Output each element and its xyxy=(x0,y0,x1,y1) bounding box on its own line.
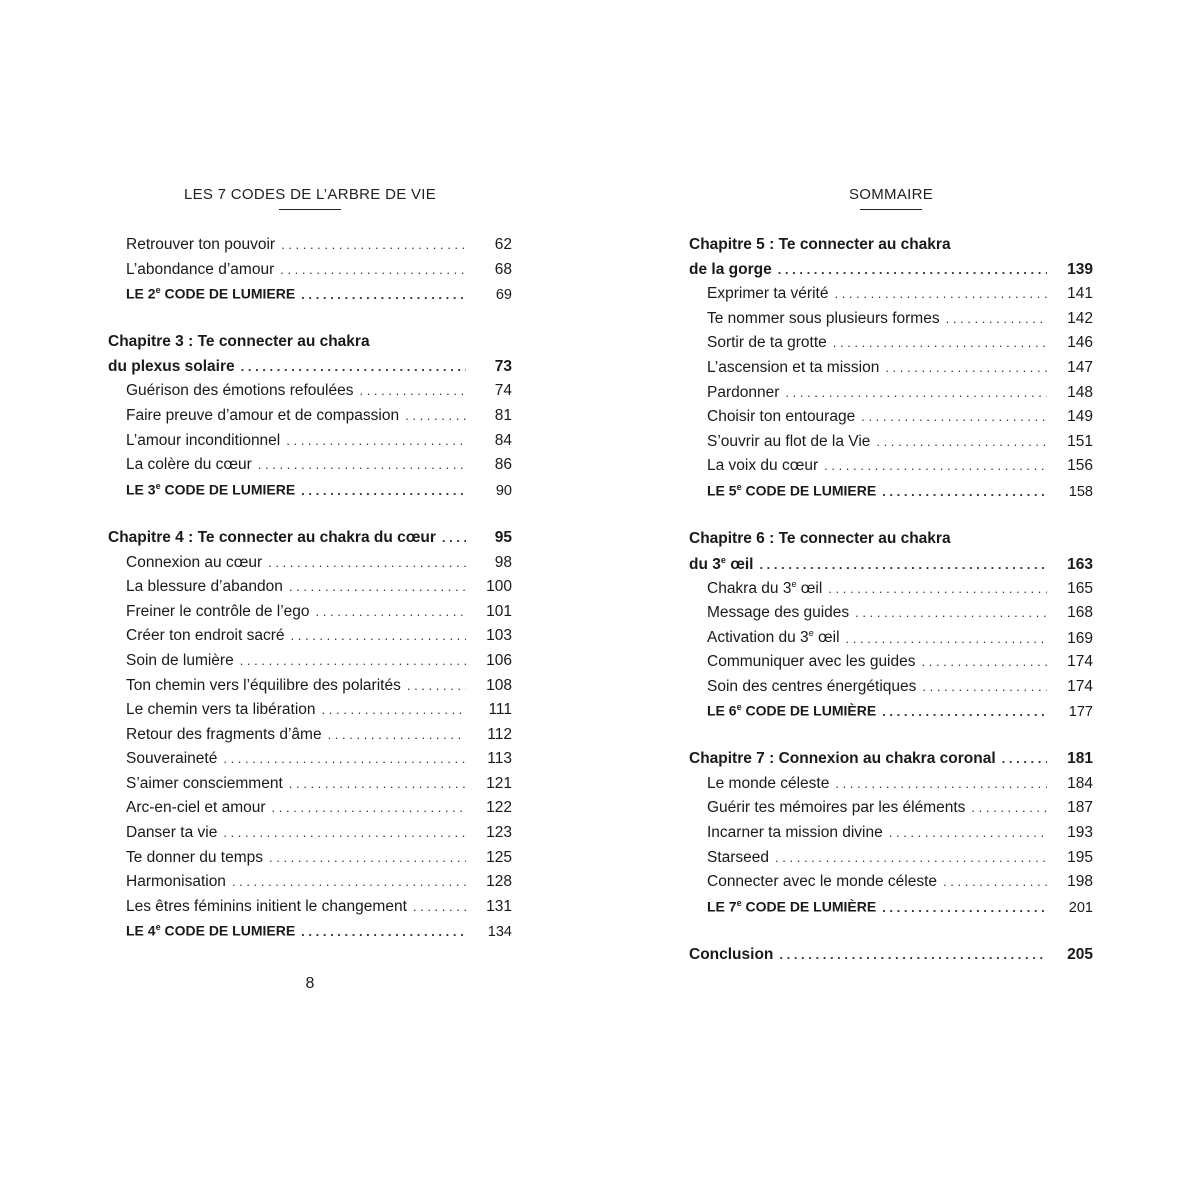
title-part: LE 7 xyxy=(707,898,737,915)
toc-entry xyxy=(108,236,512,261)
ordinal-superscript: e xyxy=(155,480,161,491)
entry-title: Danser ta vie xyxy=(126,824,218,842)
dot-leader xyxy=(291,628,466,643)
entry-title: Harmonisation xyxy=(126,873,226,891)
title-part: CODE DE LUMIERE xyxy=(160,481,296,498)
entry-title xyxy=(126,481,295,498)
entry-title: Pardonner xyxy=(707,383,780,401)
entry-title xyxy=(689,555,753,574)
code-entry xyxy=(689,482,1093,507)
dot-leader xyxy=(835,776,1047,791)
entry-title: Le chemin vers ta libération xyxy=(126,701,316,719)
entry-title: L’ascension et ta mission xyxy=(707,358,880,376)
entry-title: Soin de lumière xyxy=(126,651,234,669)
dot-leader xyxy=(240,653,466,668)
page-ref: 74 xyxy=(494,382,512,400)
title-part: Chakra du 3 xyxy=(707,580,792,598)
title-part: CODE DE LUMIÈRE xyxy=(741,702,877,719)
section-gap xyxy=(689,922,1093,946)
page-ref: 147 xyxy=(1067,358,1093,376)
entry-title: La colère du cœur xyxy=(126,456,252,474)
code-entry xyxy=(108,481,512,506)
entry-title: Guérison des émotions refoulées xyxy=(126,382,354,400)
dot-leader xyxy=(316,604,466,619)
toc-entry xyxy=(689,334,1093,359)
dot-leader xyxy=(289,579,466,594)
chapter-heading xyxy=(108,333,512,358)
running-header xyxy=(108,186,512,210)
dot-leader xyxy=(861,409,1047,424)
page-ref: 108 xyxy=(486,676,512,694)
dot-leader xyxy=(889,825,1047,840)
toc-entry xyxy=(689,653,1093,678)
table-of-contents-left xyxy=(108,236,512,947)
page-ref: 195 xyxy=(1067,848,1093,866)
chapter-heading xyxy=(689,236,1093,261)
dot-leader xyxy=(301,287,466,302)
entry-title: Connecter avec le monde céleste xyxy=(707,873,938,891)
page-ref: 122 xyxy=(486,799,512,817)
entry-title: Chapitre 5 : Te connecter au chakra xyxy=(689,236,951,253)
chapter-entry xyxy=(689,750,1093,775)
page-ref: 106 xyxy=(486,651,512,669)
dot-leader xyxy=(922,679,1047,694)
entry-title: Créer ton endroit sacré xyxy=(126,627,285,645)
page-ref: 201 xyxy=(1068,899,1093,916)
dot-leader xyxy=(833,335,1047,350)
ordinal-superscript: e xyxy=(736,481,742,492)
dot-leader xyxy=(971,800,1047,815)
dot-leader xyxy=(301,483,466,498)
entry-title: Chapitre 6 : Te connecter au chakra xyxy=(689,530,951,548)
title-part: LE 5 xyxy=(707,482,737,499)
toc-entry xyxy=(689,433,1093,458)
toc-entry xyxy=(108,627,512,652)
ordinal-superscript: e xyxy=(155,285,161,296)
page-ref: 168 xyxy=(1067,603,1093,621)
section-gap xyxy=(689,507,1093,531)
entry-title: Message des guides xyxy=(707,603,850,621)
dot-leader xyxy=(223,751,466,766)
header-rule xyxy=(279,209,341,210)
title-part: CODE DE LUMIERE xyxy=(741,482,877,499)
page-ref: 165 xyxy=(1067,580,1093,598)
title-part: œil xyxy=(813,629,840,647)
dot-leader xyxy=(778,262,1047,277)
page-ref: 198 xyxy=(1067,873,1093,891)
entry-title: Incarner ta mission divine xyxy=(707,824,883,842)
toc-entry xyxy=(108,578,512,603)
title-part: Activation du 3 xyxy=(707,629,809,647)
entry-title: de la gorge xyxy=(689,260,772,278)
page-ref: 121 xyxy=(486,774,512,792)
toc-entry xyxy=(689,384,1093,409)
toc-entry xyxy=(108,824,512,849)
toc-entry xyxy=(689,628,1093,653)
ordinal-superscript: e xyxy=(808,628,814,639)
page-ref: 142 xyxy=(1067,309,1093,327)
entry-title: Sortir de ta grotte xyxy=(707,334,827,352)
running-header xyxy=(689,186,1093,210)
page-ref: 62 xyxy=(494,236,512,253)
entry-title xyxy=(707,628,840,647)
entry-title: La voix du cœur xyxy=(707,457,819,475)
toc-entry xyxy=(689,457,1093,482)
dot-leader xyxy=(779,947,1047,962)
page-ref: 69 xyxy=(495,286,512,303)
dot-leader xyxy=(824,458,1047,473)
page-ref: 131 xyxy=(486,897,512,915)
dot-leader xyxy=(359,383,466,398)
dot-leader xyxy=(272,800,466,815)
toc-entry xyxy=(689,799,1093,824)
dot-leader xyxy=(882,484,1047,499)
entry-title: Ton chemin vers l’équilibre des polarités xyxy=(126,676,401,694)
entry-title: Retour des fragments d’âme xyxy=(126,725,322,743)
dot-leader xyxy=(328,727,466,742)
page-ref: 86 xyxy=(494,456,512,474)
title-part: LE 2 xyxy=(126,285,156,302)
dot-leader xyxy=(301,924,466,939)
toc-entry xyxy=(689,579,1093,604)
entry-title: Exprimer ta vérité xyxy=(707,285,829,303)
entry-title: L’abondance d’amour xyxy=(126,260,275,278)
entry-title: Communiquer avec les guides xyxy=(707,653,916,670)
toc-entry xyxy=(108,432,512,457)
page-ref: 81 xyxy=(494,407,512,425)
entry-title: Arc-en-ciel et amour xyxy=(126,799,266,817)
toc-entry xyxy=(108,677,512,702)
entry-title: Le monde céleste xyxy=(707,774,830,792)
entry-title: Soin des centres énergétiques xyxy=(707,677,917,695)
dot-leader xyxy=(846,631,1047,646)
ordinal-superscript: e xyxy=(155,922,161,933)
title-part: LE 4 xyxy=(126,923,156,940)
page-ref: 111 xyxy=(488,701,512,719)
page-ref: 112 xyxy=(487,725,512,743)
dot-leader xyxy=(876,434,1047,449)
toc-entry xyxy=(689,408,1093,433)
entry-title: Chapitre 4 : Te connecter au chakra du cœur xyxy=(108,528,436,546)
toc-entry xyxy=(108,775,512,800)
toc-entry xyxy=(108,382,512,407)
table-of-contents-right xyxy=(689,236,1093,971)
title-part: LE 3 xyxy=(126,481,156,498)
page-ref: 113 xyxy=(487,750,512,768)
entry-title: Chapitre 7 : Connexion au chakra coronal xyxy=(689,750,996,768)
toc-entry xyxy=(108,554,512,579)
title-part: du 3 xyxy=(689,555,721,573)
entry-title: Les êtres féminins initient le changement xyxy=(126,897,407,915)
section-gap xyxy=(108,310,512,334)
dot-leader xyxy=(269,850,466,865)
toc-entry xyxy=(108,726,512,751)
ordinal-superscript: e xyxy=(736,702,742,713)
page-ref: 123 xyxy=(486,824,512,842)
page-number: 8 xyxy=(305,975,315,992)
page-ref: 73 xyxy=(494,357,512,375)
toc-entry xyxy=(689,849,1093,874)
page-ref: 139 xyxy=(1067,260,1093,278)
dot-leader xyxy=(223,825,466,840)
ordinal-superscript: e xyxy=(736,897,742,908)
toc-entry xyxy=(108,407,512,432)
dot-leader xyxy=(268,555,466,570)
page-ref: 90 xyxy=(495,482,512,499)
entry-title: du plexus solaire xyxy=(108,357,235,375)
dot-leader xyxy=(258,457,466,472)
toc-entry xyxy=(689,775,1093,800)
code-entry xyxy=(108,922,512,947)
entry-title: Guérir tes mémoires par les éléments xyxy=(707,799,966,817)
dot-leader xyxy=(785,385,1047,400)
entry-title: S’ouvrir au flot de la Vie xyxy=(707,432,871,450)
toc-entry xyxy=(689,873,1093,898)
page-ref: 149 xyxy=(1067,408,1093,426)
entry-title: Te donner du temps xyxy=(126,848,264,866)
dot-leader xyxy=(442,530,466,545)
page-ref: 148 xyxy=(1067,383,1093,401)
entry-title: Conclusion xyxy=(689,945,774,963)
entry-title xyxy=(126,285,295,302)
entry-title: Starseed xyxy=(707,848,770,866)
chapter-entry xyxy=(689,555,1093,580)
dot-leader xyxy=(405,408,466,423)
toc-entry xyxy=(689,359,1093,384)
toc-entry xyxy=(108,652,512,677)
page-ref: 125 xyxy=(486,848,512,866)
page-ref: 158 xyxy=(1068,483,1093,500)
header-title: LES 7 CODES DE L’ARBRE DE VIE xyxy=(183,186,437,203)
page-ref: 128 xyxy=(486,873,512,891)
title-part: LE 6 xyxy=(707,702,737,719)
chapter-entry xyxy=(689,946,1093,971)
page-ref: 134 xyxy=(487,924,512,941)
page-ref: 141 xyxy=(1067,285,1093,303)
entry-title xyxy=(126,922,295,939)
entry-title: Choisir ton entourage xyxy=(707,408,856,426)
page-ref: 146 xyxy=(1067,334,1093,352)
dot-leader xyxy=(322,702,466,717)
title-part: œil xyxy=(796,580,823,598)
entry-title: Souveraineté xyxy=(126,750,218,768)
chapter-entry xyxy=(108,529,512,554)
entry-title: Connexion au cœur xyxy=(126,553,263,571)
page-ref: 156 xyxy=(1067,457,1093,475)
dot-leader xyxy=(885,360,1047,375)
dot-leader xyxy=(232,874,466,889)
toc-entry xyxy=(108,873,512,898)
toc-entry xyxy=(108,456,512,481)
toc-entry xyxy=(689,285,1093,310)
page-ref: 98 xyxy=(494,553,512,571)
entry-title xyxy=(707,702,876,719)
ordinal-superscript: e xyxy=(791,579,797,590)
chapter-heading xyxy=(689,530,1093,555)
code-entry xyxy=(108,285,512,310)
dot-leader xyxy=(922,654,1048,669)
page-ref: 169 xyxy=(1067,629,1093,647)
page-ref: 174 xyxy=(1067,677,1093,695)
entry-title: Faire preuve d’amour et de compassion xyxy=(126,407,400,425)
dot-leader xyxy=(828,581,1047,596)
dot-leader xyxy=(241,359,466,374)
entry-title: S’aimer consciemment xyxy=(126,774,283,792)
dot-leader xyxy=(882,900,1047,915)
toc-entry xyxy=(108,898,512,923)
dot-leader xyxy=(280,262,466,277)
toc-entry xyxy=(689,310,1093,335)
dot-leader xyxy=(286,433,466,448)
page-ref: 163 xyxy=(1067,555,1093,573)
section-gap xyxy=(108,505,512,529)
page-ref: 103 xyxy=(486,627,512,645)
dot-leader xyxy=(1002,751,1047,766)
dot-leader xyxy=(834,286,1047,301)
header-rule xyxy=(860,209,922,210)
dot-leader xyxy=(775,850,1047,865)
chapter-entry xyxy=(689,261,1093,286)
page-ref: 193 xyxy=(1067,824,1093,842)
entry-title xyxy=(707,482,876,499)
dot-leader xyxy=(882,704,1047,719)
toc-entry xyxy=(108,701,512,726)
toc-entry xyxy=(689,824,1093,849)
page-ref: 181 xyxy=(1067,750,1093,768)
page-ref: 95 xyxy=(494,528,512,546)
dot-leader xyxy=(855,605,1047,620)
toc-entry xyxy=(108,750,512,775)
title-part: CODE DE LUMIERE xyxy=(160,923,296,940)
title-part: œil xyxy=(725,555,754,573)
entry-title: Te nommer sous plusieurs formes xyxy=(707,309,940,327)
toc-entry xyxy=(689,678,1093,703)
dot-leader xyxy=(943,874,1047,889)
title-part: CODE DE LUMIÈRE xyxy=(741,898,877,915)
toc-entry xyxy=(108,799,512,824)
chapter-entry xyxy=(108,358,512,383)
title-part: CODE DE LUMIERE xyxy=(160,285,296,302)
entry-title xyxy=(707,898,876,915)
toc-entry xyxy=(108,603,512,628)
code-entry xyxy=(689,898,1093,923)
dot-leader xyxy=(289,776,466,791)
page-ref: 100 xyxy=(486,578,512,596)
section-gap xyxy=(689,727,1093,751)
ordinal-superscript: e xyxy=(720,554,726,565)
dot-leader xyxy=(413,899,466,914)
entry-title: L’amour inconditionnel xyxy=(126,431,281,449)
dot-leader xyxy=(946,311,1047,326)
entry-title: Freiner le contrôle de l’ego xyxy=(126,602,310,620)
entry-title: Retrouver ton pouvoir xyxy=(126,236,276,253)
page-ref: 151 xyxy=(1067,432,1093,450)
dot-leader xyxy=(407,678,466,693)
dot-leader xyxy=(759,557,1047,572)
toc-entry xyxy=(689,604,1093,629)
code-entry xyxy=(689,702,1093,727)
page-ref: 187 xyxy=(1067,799,1093,817)
toc-entry xyxy=(108,261,512,286)
page-ref: 177 xyxy=(1068,703,1093,720)
page-ref: 84 xyxy=(494,431,512,449)
page-ref: 174 xyxy=(1067,653,1093,670)
dot-leader xyxy=(281,237,466,252)
page-ref: 184 xyxy=(1067,774,1093,792)
entry-title: La blessure d’abandon xyxy=(126,578,283,596)
page-ref: 101 xyxy=(486,602,512,620)
entry-title: Chapitre 3 : Te connecter au chakra xyxy=(108,333,370,351)
entry-title xyxy=(707,579,822,598)
toc-entry xyxy=(108,849,512,874)
header-title: SOMMAIRE xyxy=(848,186,934,203)
page-ref: 205 xyxy=(1067,945,1093,963)
page-ref: 68 xyxy=(494,260,512,278)
